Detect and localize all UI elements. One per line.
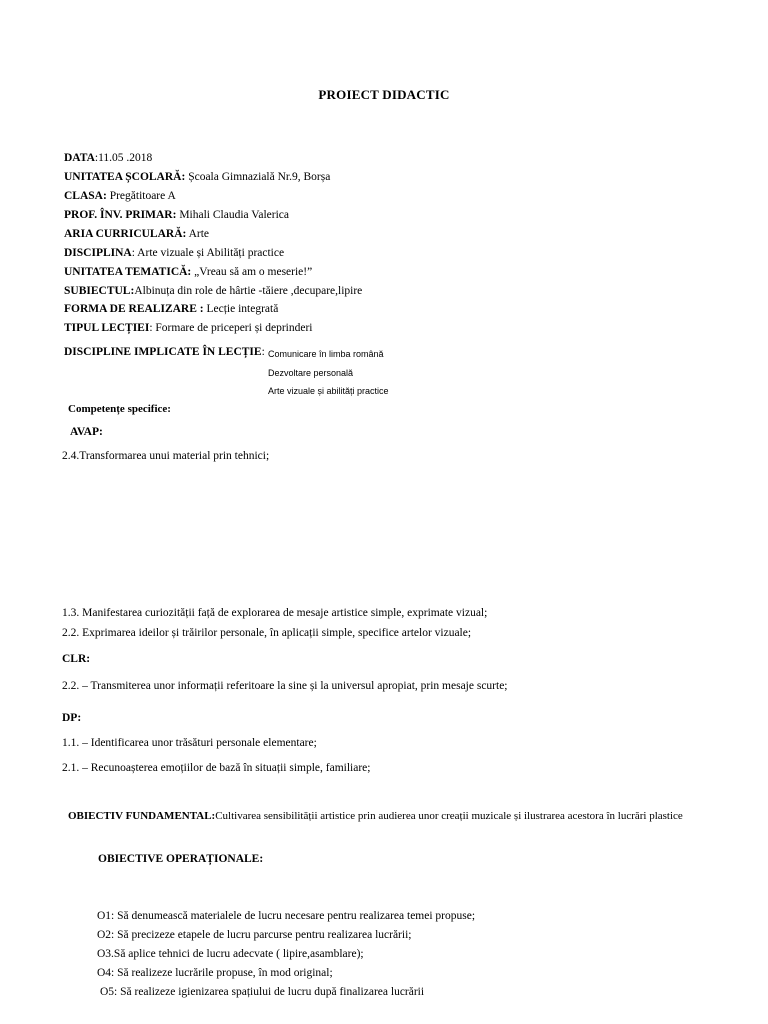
field-value: :11.05 .2018 — [94, 152, 153, 164]
field-label: PROF. ÎNV. PRIMAR: — [64, 209, 177, 221]
operational-objective-item: O3.Să aplice tehnici de lucru adecvate ( lipire,asamblare); — [97, 948, 364, 960]
field-label: SUBIECTUL: — [64, 285, 135, 297]
field-curricular-area — [64, 227, 209, 241]
dp-item: 1.1. – Identificarea unor trăsături personale elementare; — [62, 737, 317, 749]
fundamental-objective-value: Cultivarea sensibilității artistice prin audierea unor creații muzicale și ilustrarea acestora în lucrări plastice — [215, 810, 683, 822]
operational-objectives-heading: OBIECTIVE OPERAȚIONALE: — [98, 853, 264, 865]
field-class — [64, 189, 176, 203]
field-label: ARIA CURRICULARĂ: — [64, 228, 187, 240]
field-value: Pregătitoare A — [106, 190, 176, 202]
field-label: FORMA DE REALIZARE : — [64, 303, 204, 315]
operational-objective-item: O1: Să denumească materialele de lucru necesare pentru realizarea temei propuse; — [97, 910, 476, 922]
dp-item: 2.1. – Recunoașterea emoțiilor de bază în situații simple, familiare; — [62, 762, 371, 774]
field-value: Mihali Claudia Valerica — [176, 209, 289, 221]
discipline-item: Arte vizuale și abilități practice — [268, 386, 389, 396]
operational-objective-item: O4: Să realizeze lucrările propuse, în mod original; — [97, 967, 333, 979]
competences-heading: Competențe specifice: — [68, 403, 171, 415]
field-value: : Arte vizuale și Abilități practice — [131, 247, 285, 259]
disciplines-label: DISCIPLINE IMPLICATE ÎN LECȚIE — [64, 346, 262, 358]
field-label: CLASA: — [64, 190, 107, 202]
disciplines-heading — [64, 345, 265, 359]
field-form — [64, 302, 278, 316]
field-date — [64, 151, 152, 165]
clr-heading: CLR: — [62, 653, 91, 665]
field-school — [64, 170, 330, 184]
field-label: TIPUL LECȚIEI — [64, 322, 150, 334]
field-label: UNITATEA TEMATICĂ: — [64, 266, 192, 278]
field-value: Arte — [186, 228, 210, 240]
field-teacher — [64, 208, 289, 222]
fundamental-objective — [68, 809, 683, 823]
field-lesson-type — [64, 321, 313, 335]
field-value: „Vreau să am o meserie!” — [191, 266, 313, 278]
field-discipline — [64, 246, 284, 260]
field-value: Școala Gimnazială Nr.9, Borșa — [185, 171, 331, 183]
field-subject — [64, 284, 362, 298]
field-label: DISCIPLINA — [64, 247, 132, 259]
operational-objective-item: O5: Să realizeze igienizarea spațiului de lucru după finalizarea lucrării — [100, 986, 425, 998]
avap-item: 2.4.Transformarea unui material prin tehnici; — [62, 450, 270, 462]
avap-heading: AVAP: — [70, 426, 103, 438]
operational-objective-item: O2: Să precizeze etapele de lucru parcurse pentru realizarea lucrării; — [97, 929, 412, 941]
clr-item: 2.2. – Transmiterea unor informații referitoare la sine și la universul apropiat, prin mesaje scurte; — [62, 680, 508, 692]
field-label: DATA — [64, 152, 95, 164]
avap-item: 2.2. Exprimarea ideilor și trăirilor personale, în aplicații simple, specifice artelor vizuale; — [62, 627, 472, 639]
field-value: Lecție integrată — [203, 303, 279, 315]
document-title: PROIECT DIDACTIC — [318, 87, 450, 102]
fundamental-objective-label: OBIECTIV FUNDAMENTAL: — [68, 810, 216, 822]
field-value: Albinuța din role de hârtie -tăiere ,decupare,lipire — [134, 285, 363, 297]
field-thematic-unit — [64, 265, 312, 279]
field-value: : Formare de priceperi și deprinderi — [149, 322, 313, 334]
field-label: UNITATEA ȘCOLARĂ: — [64, 171, 186, 183]
disciplines-colon: : — [261, 346, 265, 358]
discipline-item: Comunicare în limba română — [268, 349, 384, 359]
avap-item: 1.3. Manifestarea curiozității față de explorarea de mesaje artistice simple, exprimate vizual; — [62, 607, 488, 619]
dp-heading: DP: — [62, 712, 82, 724]
discipline-item: Dezvoltare personală — [268, 368, 354, 378]
